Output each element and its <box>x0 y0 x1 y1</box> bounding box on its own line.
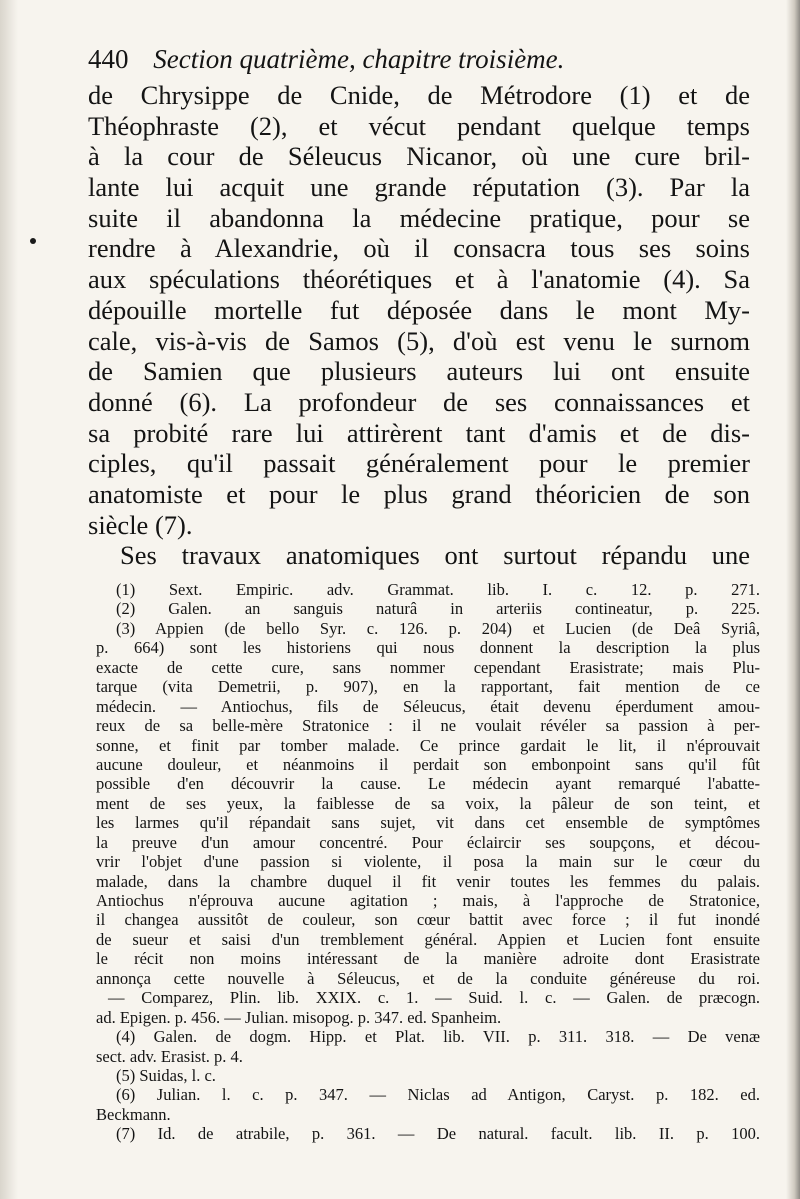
text-line: sa probité rare lui attirèrent tant d'amis et de dis- <box>88 417 750 448</box>
footnote-line: reux de sa belle-mère Stratonice : il ne voulait révéler sa passion à per- <box>96 716 760 736</box>
text-line: suite il abandonna la médecine pratique, pour se <box>88 202 750 233</box>
text-line: rendre à Alexandrie, où il consacra tous ses soins <box>88 233 750 264</box>
footnote-line: ad. Epigen. p. 456. — Julian. misopog. p. 347. ed. Spanheim. <box>96 1007 502 1027</box>
text-line: aux spéculations théorétiques et à l'anatomie (4). Sa <box>88 264 750 295</box>
footnote-line: il changea aussitôt de couleur, son cœur battit avec force ; il fut inondé <box>96 910 760 930</box>
margin-mark <box>30 238 36 244</box>
text-line: cale, vis-à-vis de Samos (5), d'où est venu le surnom <box>88 325 750 356</box>
text-line: dépouille mortelle fut déposée dans le mont My- <box>88 294 750 325</box>
footnote-line: malade, dans la chambre duquel il fit venir toutes les femmes du palais. <box>96 871 760 891</box>
text-line: ciples, qu'il passait généralement pour le premier <box>88 448 750 479</box>
footnote-line: le récit non moins intéressant de la manière adroite dont Erasistrate <box>96 949 760 969</box>
footnote-line: aucune douleur, et néanmoins il perdait son embonpoint sans qu'il fût <box>96 754 760 774</box>
text-line: Ses travaux anatomiques ont surtout répandu une <box>120 540 750 571</box>
footnote-line: (7) Id. de atrabile, p. 361. — De natural. facult. lib. II. p. 100. <box>116 1124 760 1144</box>
footnote-line: Antiochus n'éprouva aucune agitation ; mais, à l'approche de Stratonice, <box>96 891 760 910</box>
running-title: Section quatrième, chapitre troisième. <box>153 44 565 74</box>
footnote-line: sect. adv. Erasist. p. 4. <box>96 1046 243 1066</box>
text-line: lante lui acquit une grande réputation (3). Par la <box>88 172 750 203</box>
footnote-line: (6) Julian. l. c. p. 347. — Niclas ad Antigon, Caryst. p. 182. ed. <box>116 1085 760 1105</box>
main-text <box>88 80 750 571</box>
text-line: Théophraste (2), et vécut pendant quelque temps <box>88 110 750 141</box>
text-line: anatomiste et pour le plus grand théoricien de son <box>88 478 750 509</box>
footnote-line: (1) Sext. Empiric. adv. Grammat. lib. I. c. 12. p. 271. <box>116 580 760 599</box>
footnote-line: tarque (vita Demetrii, p. 907), en la rapportant, fait mention de ce <box>96 677 760 697</box>
text-line: de Samien que plusieurs auteurs lui ont ensuite <box>88 356 750 387</box>
footnote-line: les larmes qu'il répandait sans sujet, vit dans cet ensemble de symptômes <box>96 813 760 833</box>
page-gutter-shadow <box>0 0 18 1199</box>
text-line: à la cour de Séleucus Nicanor, où une cure bril- <box>88 141 750 172</box>
footnote-line: (2) Galen. an sanguis naturâ in arteriis contineatur, p. 225. <box>116 599 760 619</box>
text-line: de Chrysippe de Cnide, de Métrodore (1) et de <box>88 80 750 110</box>
footnote-line: Beckmann. <box>96 1104 171 1124</box>
footnote-line: (4) Galen. de dogm. Hipp. et Plat. lib. VII. p. 311. 318. — De venæ <box>116 1027 760 1047</box>
footnote-line: possible d'en découvrir la cause. Le médecin ayant remarqué l'abatte- <box>96 774 760 794</box>
footnote-line: vrir l'objet d'une passion si violente, il posa la main sur le cœur du <box>96 852 760 872</box>
footnote-line: sonne, et finit par tomber malade. Ce prince gardait le lit, il n'éprouvait <box>96 735 760 755</box>
footnote-line: médecin. — Antiochus, fils de Séleucus, était devenu éperdument amou- <box>96 696 760 716</box>
page-edge-shadow <box>786 0 800 1199</box>
footnote-line: (3) Appien (de bello Syr. c. 126. p. 204) et Lucien (de Deâ Syriâ, <box>116 618 760 638</box>
footnotes <box>96 580 760 1144</box>
footnote-line: la preuve d'un amour concentré. Pour éclaircir ses soupçons, et décou- <box>96 832 760 852</box>
footnote-line: de sueur et saisi d'un tremblement général. Appien et Lucien font ensuite <box>96 929 760 949</box>
running-head <box>88 40 778 78</box>
footnote-line: annonça cette nouvelle à Séleucus, et de la conduite généreuse du roi. <box>96 968 760 988</box>
footnote-line: ment de ses yeux, la faiblesse de sa voix, la pâleur de son teint, et <box>96 793 760 813</box>
footnote-line: exacte de cette cure, sans nommer cependant Erasistrate; mais Plu- <box>96 657 760 677</box>
text-line: siècle (7). <box>88 509 193 540</box>
footnote-line: p. 664) sont les historiens qui nous donnent la description la plus <box>96 638 760 658</box>
page-number: 440 <box>88 44 129 74</box>
footnote-line: — Comparez, Plin. lib. XXIX. c. 1. — Suid. l. c. — Galen. de præcogn. <box>108 988 760 1008</box>
text-line: donné (6). La profondeur de ses connaissances et <box>88 386 750 417</box>
footnote-line: (5) Suidas, l. c. <box>116 1065 216 1085</box>
